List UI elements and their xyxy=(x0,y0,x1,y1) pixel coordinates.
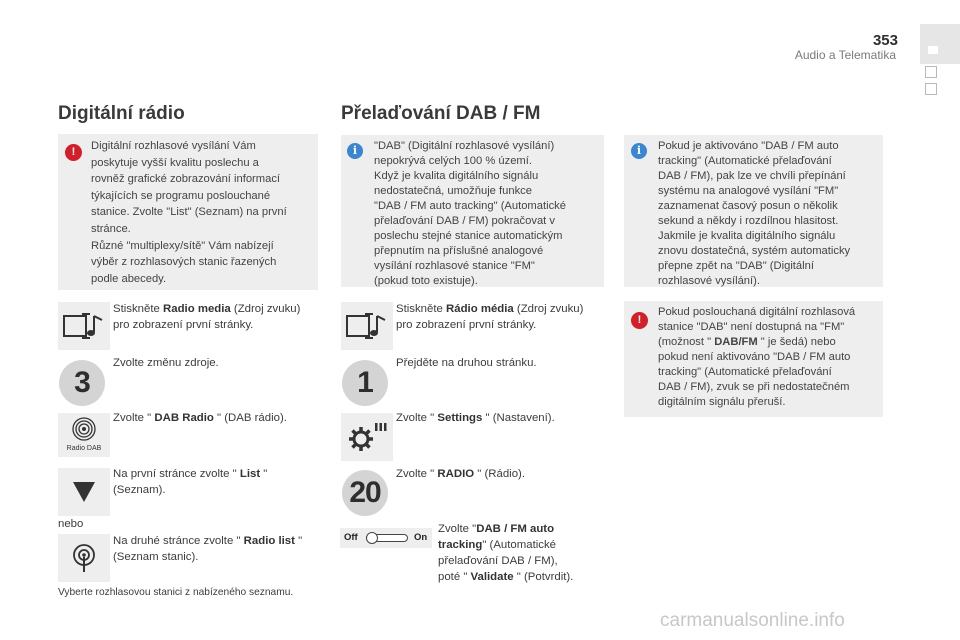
info-icon: i xyxy=(347,143,363,159)
settings-icon xyxy=(341,413,393,461)
page-number: 353 xyxy=(872,32,898,49)
step-change-source: Zvolte změnu zdroje. xyxy=(113,357,219,369)
radio-list-icon xyxy=(58,534,110,582)
info-icon: i xyxy=(631,143,647,159)
step-badge-20: 20 xyxy=(342,470,388,516)
chapter-tab xyxy=(925,66,937,78)
section-title-digital-radio: Digitální rádio xyxy=(58,103,185,124)
chapter-title: Audio a Telematika xyxy=(794,48,896,62)
step-select-dab-radio: Zvolte " DAB Radio " (DAB rádio). xyxy=(113,412,287,424)
step-press-radio-media-2: Stiskněte Rádio média (Zdroj zvuku) pro zobrazení první stránky. xyxy=(396,303,584,331)
step-badge-1: 1 xyxy=(342,360,388,406)
section-title-dab-fm: Přelaďování DAB / FM xyxy=(341,103,541,124)
step-select-settings: Zvolte " Settings " (Nastavení). xyxy=(396,412,555,424)
info-box-dab xyxy=(341,135,604,287)
step-select-list: Na první stránce zvolte " List " (Seznam). xyxy=(113,468,268,496)
warning-box-fm xyxy=(624,301,883,417)
warning-icon: ! xyxy=(65,144,82,161)
warning-box xyxy=(58,134,318,290)
step-press-radio-media: Stiskněte Radio media (Zdroj zvuku) pro zobrazení první stránky. xyxy=(113,303,301,331)
list-arrow-icon xyxy=(58,468,110,516)
dab-fm-toggle: Off On xyxy=(340,528,432,548)
radio-dab-icon: Radio DAB xyxy=(58,413,110,457)
warning-icon: ! xyxy=(631,312,648,329)
step-dab-fm-tracking: Zvolte "DAB / FM auto tracking" (Automatické přelaďování DAB / FM), poté " Validate " (Potvrdit). xyxy=(438,523,574,583)
media-source-icon xyxy=(341,302,393,350)
or-label: nebo xyxy=(58,518,84,530)
footnote: Vyberte rozhlasovou stanici z nabízeného seznamu. xyxy=(58,587,294,598)
media-source-icon xyxy=(58,302,110,350)
info-text-dab: "DAB" (Digitální rozhlasové vysílání) nepokrývá celých 100 % území. Když je kvalita digitálního signálu nedostatečná, umožňuje funkce "DAB / FM auto tracking" (Automatické přelaďování DAB / FM) pokračovat v poslechu stejné stanice automatickým přepnutím na příslušné analogové vysílání rozhlasové stanice "FM" (pokud toto existuje). xyxy=(374,140,566,287)
step-next-page: Přejděte na druhou stránku. xyxy=(396,357,537,369)
watermark: carmanualsonline.info xyxy=(660,610,845,631)
warning-text: Digitální rozhlasové vysílání Vám poskytuje vyšší kvalitu poslechu a rovněž grafické zobrazování informací týkajících se programu poslouchané stanice. Zvolte "List" (Seznam) na první stránce. Různé "multiplexy/sítě" Vám nabízejí výběr z rozhlasových stanic řazených podle abecedy. xyxy=(91,140,287,285)
step-badge-3: 3 xyxy=(59,360,105,406)
chapter-tab-active xyxy=(920,24,960,64)
warning-text-fm: Pokud poslouchaná digitální rozhlasová stanice "DAB" není dostupná na "FM" (možnost " DAB/FM " je šedá) nebo pokud není aktivováno "DAB / FM auto tracking" (Automatické přelaďování DAB / FM), zvuk se při nedostatečném digitálním signálu přeruší. xyxy=(658,306,856,408)
step-select-radio-list: Na druhé stránce zvolte " Radio list " (Seznam stanic). xyxy=(113,535,303,563)
step-select-radio: Zvolte " RADIO " (Rádio). xyxy=(396,468,525,480)
chapter-tab xyxy=(925,83,937,95)
info-box-tracking xyxy=(624,135,883,287)
info-text-tracking: Pokud je aktivováno "DAB / FM auto tracking" (Automatické přelaďování DAB / FM), pak lze ve chvíli přepínání systému na analogové vysílání "FM" zaznamenat časový posun o několik sekund a někdy i rozdílnou hlasitost. Jakmile je kvalita digitálního signálu znovu dostatečná, systém automaticky přepne zpět na "DAB" (Digitální rozhlasové vysílání). xyxy=(658,140,851,287)
